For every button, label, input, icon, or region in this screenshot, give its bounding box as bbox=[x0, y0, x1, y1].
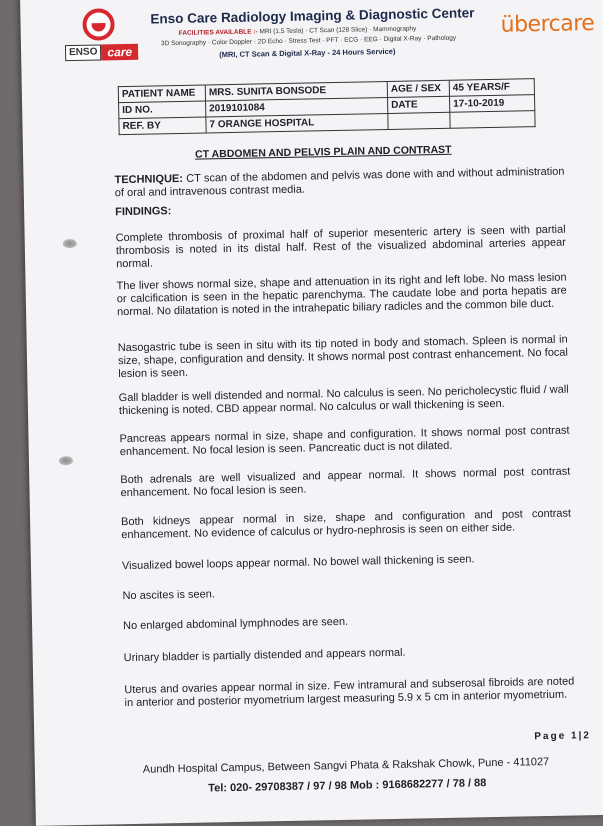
finding-paragraph: No ascites is seen. bbox=[122, 588, 215, 603]
id-label: ID NO. bbox=[119, 101, 206, 119]
technique-label: TECHNIQUE: bbox=[114, 172, 184, 187]
technique-paragraph bbox=[114, 166, 564, 201]
facilities-line-2: 3D Sonography · Color Doppler · 2D Echo · Stress Test · PFT · ECG · EEG · Digital X-Ray · Pathology bbox=[160, 34, 457, 48]
date-label: DATE bbox=[388, 96, 450, 113]
patient-info-table bbox=[118, 78, 536, 135]
punch-hole-icon bbox=[63, 239, 77, 248]
patient-name-label: PATIENT NAME bbox=[118, 85, 205, 103]
footer-contact bbox=[208, 777, 486, 794]
page-number: Page 1|2 bbox=[534, 730, 592, 743]
watermark bbox=[25, 345, 112, 418]
date-value: 17-10-2019 bbox=[450, 95, 535, 113]
finding-paragraph: Both adrenals are well visualized and appear normal. It shows normal post contrast enhancement. No focal lesion is seen. bbox=[120, 465, 571, 500]
facilities-list-1: MRI (1.5 Tesla) · CT Scan (128 Slice) · Mammography bbox=[259, 25, 417, 36]
finding-paragraph: Both kidneys appear normal in size, shape and configuration and post contrast enhancement. No evidence of calculus or hydro-nephrosis is seen on either side. bbox=[121, 507, 572, 542]
logo-enso-text: ENSO bbox=[65, 44, 102, 61]
empty-cell bbox=[450, 111, 535, 129]
technique-text: CT scan of the abdomen and pelvis was done with and without administration of oral and intravenous contrast media. bbox=[114, 165, 565, 200]
finding-paragraph: Gall bladder is well distended and normal. No calculus is seen. No pericholecystic fluid / wall thickening is noted. CBD appear normal. No calculus or wall thickening is seen. bbox=[118, 383, 569, 418]
id-value: 2019101084 bbox=[206, 97, 388, 116]
service-hours: (MRI, CT Scan & Digital X-Ray - 24 Hours Service) bbox=[219, 46, 396, 60]
logo-care-text: care bbox=[101, 44, 138, 61]
facilities-label: FACILITIES AVAILABLE :- bbox=[178, 28, 258, 37]
report-page bbox=[20, 0, 603, 826]
ref-label: REF. BY bbox=[119, 117, 206, 135]
age-sex-value: 45 YEARS/F bbox=[449, 79, 534, 97]
age-sex-label: AGE / SEX bbox=[387, 80, 449, 97]
finding-paragraph: Nasogastric tube is seen in situ with its tip noted in body and stomach. Spleen is normal in size, shape, configuration and density. It shows normal post contrast enhancement. No focal lesion is seen. bbox=[117, 333, 569, 381]
ubercare-logo: übercare bbox=[500, 10, 595, 38]
footer-address: Aundh Hospital Campus, Between Sangvi Phata & Rakshak Chowk, Pune - 411027 bbox=[142, 755, 550, 776]
tel-label: Tel: bbox=[208, 782, 228, 795]
finding-paragraph: Visualized bowel loops appear normal. No bowel wall thickening is seen. bbox=[121, 553, 475, 573]
tel-value: 020- 29708387 / 97 / 98 bbox=[229, 779, 347, 795]
enso-care-logo bbox=[64, 8, 147, 68]
finding-paragraph: Complete thrombosis of proximal half of superior mesenteric artery is seen with partial thrombosis is noted in its distal half. Rest of the visualized abdominal arteries appear normal. bbox=[115, 223, 566, 271]
findings-label: FINDINGS: bbox=[115, 205, 172, 219]
mob-value: 9168682277 / 78 / 88 bbox=[382, 777, 487, 792]
finding-paragraph: No enlarged abdominal lymphnodes are seen. bbox=[123, 615, 349, 633]
report-title: CT ABDOMEN AND PELVIS PLAIN AND CONTRAST bbox=[194, 143, 452, 161]
finding-paragraph: Pancreas appears normal in size, shape and configuration. It shows normal post contrast enhancement. No focal lesion is seen. Pancreatic duct is not dilated. bbox=[119, 424, 570, 459]
empty-cell bbox=[388, 112, 450, 129]
finding-paragraph: The liver shows normal size, shape and attenuation in its right and left lobe. No mass lesion or calcification is seen in the hepatic parenchyma. The caudate lobe and porta hepatis are normal. No dilatation is noted in the intrahepatic biliary radicles and the common bile duct. bbox=[116, 271, 567, 319]
finding-paragraph: Urinary bladder is partially distended and appears normal. bbox=[123, 646, 406, 665]
finding-paragraph: Uterus and ovaries appear normal in size. Few intramural and subserosal fibroids are noted in anterior and posterior myometrium largest measuring 5.9 x 5 cm in anterior myometrium. bbox=[124, 675, 575, 710]
center-name: Enso Care Radiology Imaging & Diagnostic Center bbox=[150, 5, 475, 27]
punch-hole-icon bbox=[59, 456, 73, 465]
mob-label: Mob : bbox=[349, 779, 380, 792]
patient-name-value: MRS. SUNITA BONSODE bbox=[205, 81, 387, 100]
ref-value: 7 ORANGE HOSPITAL bbox=[206, 113, 388, 132]
logo-emblem-icon bbox=[82, 8, 115, 41]
